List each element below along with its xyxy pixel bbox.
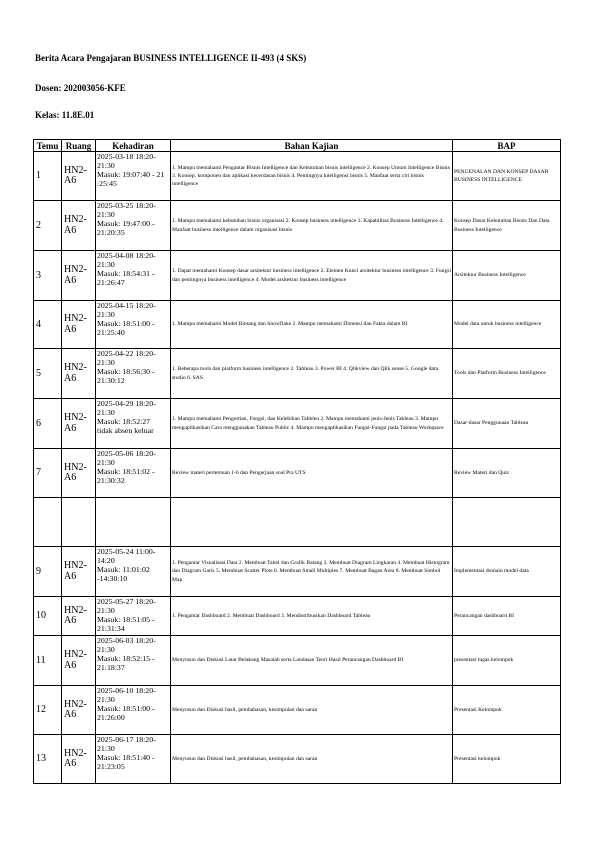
kehadiran-line: Masuk: 18:54:31 - [97,269,155,279]
kehadiran-line: 21:26:00 [97,713,125,723]
cell-bahan-kajian: Review materi pertemuan 1-6 dan Pengerjaan soal Pra UTS [171,449,453,498]
kehadiran-line: 2025-03-25 18:20- [97,201,156,210]
cell-kehadiran [96,498,171,547]
kehadiran-line: 21:30 [97,210,115,220]
cell-temu: 7 [34,449,62,498]
kehadiran-line: Masuk: 18:51:40 - [97,753,155,763]
cell-bahan-kajian: Menyusun dan Diskusi hasil, pembahasan, kesimpulan dan saran [171,686,453,735]
cell-bap: Presentasi kelompok [453,735,561,784]
document-title: Berita Acara Pengajaran BUSINESS INTELLIGENCE II-493 (4 SKS) [35,53,307,63]
cell-bap [453,498,561,547]
cell-kehadiran [96,686,171,735]
kehadiran-line: Masuk: 18:56:30 - [97,367,155,377]
cell-bap: Arsitektur Business Intelligence [453,251,561,301]
cell-ruang: HN2-A6 [62,597,96,636]
kehadiran-line: 21:26:47 [97,278,125,288]
kehadiran-line: 21:30 [97,358,115,368]
cell-bahan-kajian [171,498,453,547]
kehadiran-line: 2025-04-22 18:20- [97,349,156,358]
kehadiran-line: 2025-05-06 18:20- [97,449,156,458]
kehadiran-line: :25:45 [97,179,117,189]
cell-ruang [62,498,96,547]
table-row [34,547,561,597]
kehadiran-line: 21:30 [97,645,115,655]
kehadiran-line: 2025-04-15 18:20- [97,301,156,310]
cell-temu: 12 [34,686,62,735]
kehadiran-line: 21:30:32 [97,476,125,486]
cell-temu: 13 [34,735,62,784]
cell-temu: 9 [34,547,62,597]
table-row [34,152,561,201]
kehadiran-line: 2025-04-29 18:20- [97,399,156,408]
cell-temu: 4 [34,301,62,349]
kehadiran-line: tidak absen keluar [97,426,154,436]
kehadiran-line: Masuk: 18:52:15 - [97,654,155,664]
column-header-ruang: Ruang [62,140,96,152]
column-header-temu: Temu [34,140,62,152]
cell-bap: Perancangan dashboard BI [453,597,561,636]
table-row [34,735,561,784]
kehadiran-line: Masuk: 11:01:02 [97,565,150,575]
cell-bahan-kajian: Menyusun dan Diskusi Latar Belakang Masalah serta Landasan Teori Hasil Perancangan Dashboard BI [171,636,453,686]
cell-bahan-kajian: 1. Mampu memahami kebutuhan bisnis organisasi 2. Konsep business intelligence 3. Kapabilitas Business Intelligence 4. Manfaat business intelligence dalam organisasi bisnis [171,201,453,251]
kehadiran-line: 21:30 [97,606,115,616]
kehadiran-line: 2025-05-24 11:00- [97,547,156,556]
column-header-bahan-kajian: Bahan Kajian [171,140,453,152]
kehadiran-line: Masuk: 18:51:00 - [97,319,155,329]
kelas-label: Kelas: 11.8E.01 [35,110,95,120]
kehadiran-line: 21:25:40 [97,328,125,338]
cell-ruang: HN2-A6 [62,735,96,784]
kehadiran-line: Masuk: 18:51:00 - [97,704,155,714]
kehadiran-line: 14:20 [97,556,115,566]
cell-bap: PENGENALAN DAN KONSEP DASAR BUSINESS INTELLIGENCE [453,152,561,201]
kehadiran-line: 21:30 [97,161,115,171]
table-header-row [34,140,561,152]
kehadiran-line: 21:30 [97,695,115,705]
cell-ruang: HN2-A6 [62,251,96,301]
cell-ruang: HN2-A6 [62,547,96,597]
cell-temu [34,498,62,547]
dosen-label: Dosen: 202003056-KFE [35,83,126,93]
cell-temu: 2 [34,201,62,251]
cell-temu: 5 [34,349,62,399]
cell-kehadiran [96,547,171,597]
cell-kehadiran [96,251,171,301]
teaching-record-table [33,139,561,784]
cell-ruang: HN2-A6 [62,152,96,201]
cell-ruang: HN2-A6 [62,399,96,449]
cell-bahan-kajian: 1. Dapat memahami Konsep dasar arsitektur business intelligence 2. Elemen Kunci arsitektur business intelligence 3. Fungsi dan pentingnya business intelligence 4. Model arsitektur business intelligence [171,251,453,301]
cell-ruang: HN2-A6 [62,301,96,349]
kehadiran-line: Masuk: 18:51:02 - [97,467,155,477]
cell-bap: Dasar-dasar Penggunaan Tableau [453,399,561,449]
cell-temu: 3 [34,251,62,301]
cell-temu: 6 [34,399,62,449]
kehadiran-line: 21:30 [97,744,115,754]
kehadiran-line: -14:30:10 [97,574,128,584]
kehadiran-line: 21:30 [97,408,115,418]
cell-bahan-kajian: 1. Mampu memahami Model Bintang dan Snowflake 2. Mampu memahami Dimensi dan Fakta dalam BI [171,301,453,349]
kehadiran-line: 21:30 [97,310,115,320]
table-row [34,251,561,301]
cell-kehadiran [96,201,171,251]
cell-bap: Konsep Dasar Kebutuhan Bisnis Dan Data Business Intelligence [453,201,561,251]
cell-ruang: HN2-A6 [62,349,96,399]
table-row [34,449,561,498]
kehadiran-line: 2025-06-17 18:20- [97,735,156,744]
cell-kehadiran [96,399,171,449]
table-row [34,301,561,349]
table-row [34,498,561,547]
table-row [34,686,561,735]
table-body [34,152,561,784]
cell-kehadiran [96,449,171,498]
kehadiran-line: Masuk: 18:51:05 - [97,615,155,625]
cell-ruang: HN2-A6 [62,686,96,735]
table-row [34,399,561,449]
cell-bap: presentasi tugas kelompok [453,636,561,686]
kehadiran-line: Masuk: 19:47:00 - [97,219,155,229]
cell-bap: Review Materi dan Quiz [453,449,561,498]
cell-bahan-kajian: 1. Pengantar Dashboard 2. Membuat Dashboard 3. Mendistribusikan Dashboard Tableau [171,597,453,636]
cell-ruang: HN2-A6 [62,449,96,498]
cell-bahan-kajian: Menyusun dan Diskusi hasil, pembahasan, kesimpulan dan saran [171,735,453,784]
table-row [34,201,561,251]
kehadiran-line: 21:20:35 [97,228,125,238]
cell-temu: 11 [34,636,62,686]
kehadiran-line: Masuk: 18:52:27 [97,417,151,427]
kehadiran-line: 21:18:37 [97,663,125,673]
kehadiran-line: 2025-06-10 18:20- [97,686,156,695]
cell-bahan-kajian: 1. Beberapa tools dan platform business intelligence 2. Tableau 3. Power BI 4. Qlikview dan Qlik sense 5. Google data studio 6. SAS [171,349,453,399]
cell-bap: Tools dan Platform Business Intelligence [453,349,561,399]
kehadiran-line: 21:30:12 [97,376,125,386]
kehadiran-line: 2025-05-27 18:20- [97,597,156,606]
kehadiran-line: Masuk: 19:07:40 - 21 [97,170,165,180]
cell-bap: Implementasi domain model data [453,547,561,597]
cell-kehadiran [96,636,171,686]
cell-bap: Model data untuk business intelligence [453,301,561,349]
kehadiran-line: 2025-04-08 18:20- [97,251,156,260]
cell-bap: Presentasi Kelompok [453,686,561,735]
cell-kehadiran [96,301,171,349]
cell-kehadiran [96,349,171,399]
table-row [34,636,561,686]
cell-kehadiran [96,152,171,201]
cell-bahan-kajian: 1. Mampu memahami Pengertian, Fungsi, dan Kelebihan Tabbleu 2. Mampu memahami jenis-Jenis Tableau 3. Mampu mengaplikasikan Cara menggunakan Tableau Public 4. Mampu mengaplikasikan Fungsi-Fungsi pada Tableau Workspace [171,399,453,449]
column-header-bap: BAP [453,140,561,152]
cell-ruang: HN2-A6 [62,201,96,251]
cell-kehadiran [96,597,171,636]
kehadiran-line: 21:23:05 [97,762,125,772]
kehadiran-line: 21:30 [97,260,115,270]
kehadiran-line: 21:31:34 [97,624,125,634]
table-row [34,349,561,399]
cell-temu: 10 [34,597,62,636]
kehadiran-line: 2025-06-03 18:20- [97,636,156,645]
column-header-kehadiran: Kehadiran [96,140,171,152]
table-row [34,597,561,636]
kehadiran-line: 2025-03-18 18:20- [97,152,156,161]
cell-bahan-kajian: 1. Mampu memahami Pengantar Bisnis Intelligence dan Kebutuhan bisnis intelligence 2. Konsep Umum Intelligence Bisnis 3. Konsep, komponen dan aplikasi kecerdasan bisnis 4. Pentingnya intelligensi bisnis 5. Manfaat serta ciri bisnis intelligence [171,152,453,201]
kehadiran-line: 21:30 [97,458,115,468]
cell-bahan-kajian: 1. Pengantar Visualisasi Data 2. Membuat Tabel dan Grafik Batang 3. Membuat Diagram Lingkaran 4. Membuat Histogram dan Diagram Garis 5. Membuat Scatter Plots 6. Membuat Small Multiples 7. Membuat Bagan Area 8. Membuat Simbol Map [171,547,453,597]
cell-kehadiran [96,735,171,784]
cell-ruang: HN2-A6 [62,636,96,686]
cell-temu: 1 [34,152,62,201]
